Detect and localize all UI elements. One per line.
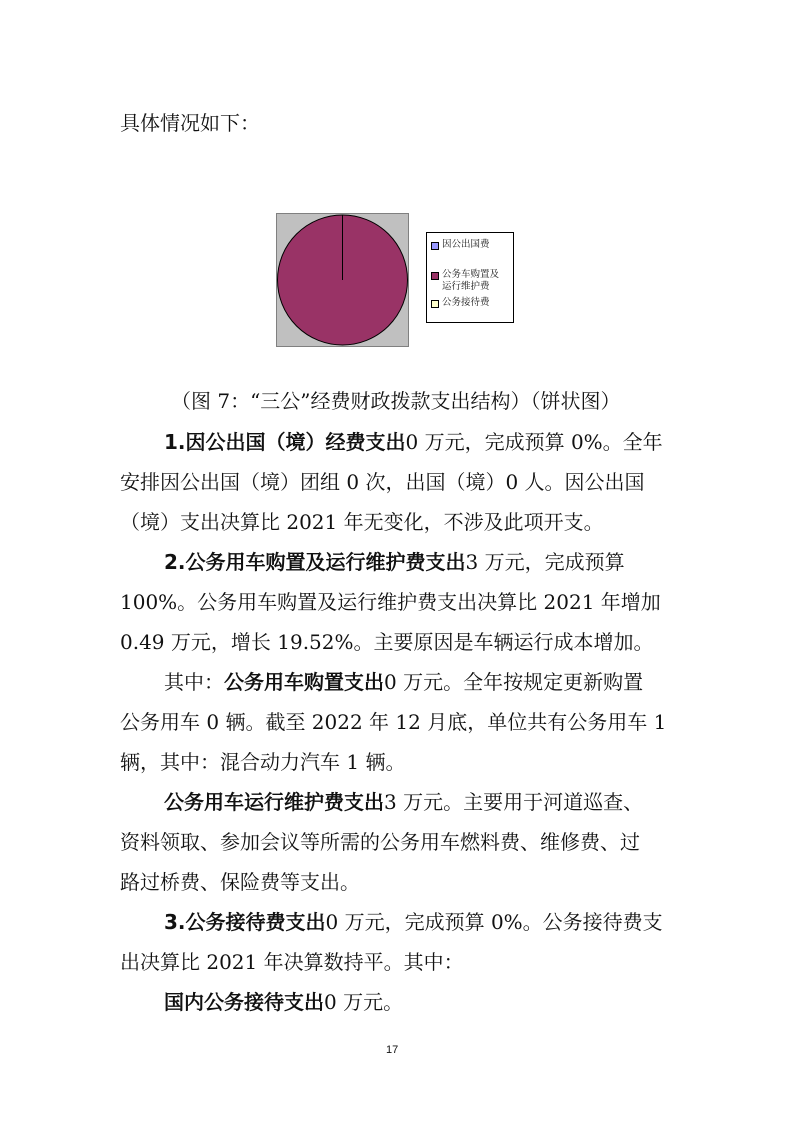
sub1-line1-text: 0 万元。全年按规定更新购置: [384, 670, 644, 694]
legend-label-vehicle-line1: 公务车购置及: [442, 269, 500, 280]
sub3-heading: 国内公务接待支出: [164, 990, 324, 1014]
sec3-line1: [164, 910, 663, 934]
figure-caption: （图 7：“三公”经费财政拨款支出结构）（饼状图）: [171, 389, 621, 413]
sec2-line3: 0.49 万元，增长 19.52%。主要原因是车辆运行成本增加。: [120, 630, 654, 654]
sec1-line2: 安排因公出国（境）团组 0 次，出国（境）0 人。因公出国: [120, 470, 645, 494]
sec3-heading: 3.公务接待费支出: [164, 910, 326, 934]
sub2-line3: 路过桥费、保险费等支出。: [120, 870, 360, 894]
sub1-line2: 公务用车 0 辆。截至 2022 年 12 月底，单位共有公务用车 1: [120, 710, 667, 734]
sec2-line1: [164, 550, 625, 574]
page-number: 17: [386, 1044, 399, 1056]
legend-swatch-reception: [431, 300, 439, 308]
legend-item-reception: [431, 297, 490, 309]
sub3-line1: [164, 990, 403, 1014]
pie-chart-area: [276, 213, 409, 347]
legend-swatch-outbound: [431, 242, 439, 250]
sec1-line3: （境）支出决算比 2021 年无变化，不涉及此项开支。: [120, 510, 604, 534]
sub1-prefix: 其中：: [164, 670, 224, 694]
chart-legend: [426, 232, 514, 323]
legend-label-vehicle: [442, 269, 499, 293]
legend-item-vehicle: [431, 269, 499, 293]
sub2-line2: 资料领取、参加会议等所需的公务用车燃料费、维修费、过: [120, 830, 640, 854]
pie-chart: [277, 214, 408, 346]
sec1-line1: [164, 430, 663, 454]
sec2-line2: 100%。公务用车购置及运行维护费支出决算比 2021 年增加: [120, 590, 661, 614]
sec1-heading: 1.因公出国（境）经费支出: [164, 430, 406, 454]
legend-label-reception: 公务接待费: [442, 297, 490, 308]
sub1-heading: 公务用车购置支出: [224, 670, 384, 694]
sub2-line1: [164, 790, 643, 814]
sec3-line1-text: 0 万元，完成预算 0%。公务接待费支: [325, 910, 663, 934]
legend-label-outbound: 因公出国费: [442, 239, 490, 250]
sub3-line1-text: 0 万元。: [324, 990, 404, 1014]
intro-text: 具体情况如下：: [120, 111, 260, 135]
sub1-line3: 辆，其中：混合动力汽车 1 辆。: [120, 750, 406, 774]
sub2-heading: 公务用车运行维护费支出: [164, 790, 384, 814]
sec3-line2: 出决算比 2021 年决算数持平。其中：: [120, 950, 464, 974]
sub1-line1: [164, 670, 643, 694]
legend-swatch-vehicle: [431, 272, 439, 280]
sec2-line1-text: 3 万元，完成预算: [465, 550, 625, 574]
legend-label-vehicle-line2: 运行维护费: [442, 281, 490, 292]
sub2-line1-text: 3 万元。主要用于河道巡查、: [384, 790, 644, 814]
sec2-heading: 2.公务用车购置及运行维护费支出: [164, 550, 466, 574]
sec1-line1-text: 0 万元，完成预算 0%。全年: [405, 430, 663, 454]
legend-item-outbound: [431, 239, 490, 251]
